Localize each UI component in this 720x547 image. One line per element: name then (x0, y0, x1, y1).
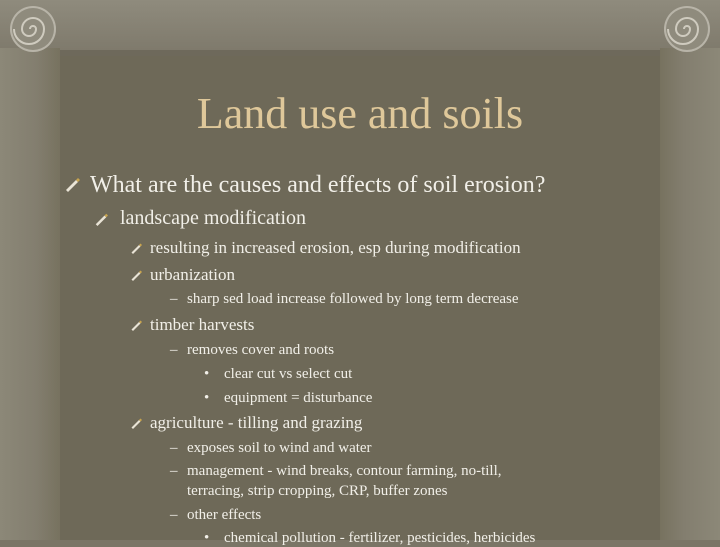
pencil-bullet-icon (130, 318, 146, 334)
bullet-text-level5: chemical pollution - fertilizer, pesticides, herbicides (224, 530, 536, 546)
dash-bullet: – (170, 463, 178, 479)
scroll-volute-icon (664, 6, 710, 52)
dash-bullet: – (170, 291, 178, 307)
dot-bullet: • (204, 390, 210, 406)
scroll-volute-icon (10, 6, 56, 52)
bullet-text-level4: exposes soil to wind and water (187, 440, 372, 456)
bullet-text-level3: urbanization (150, 265, 235, 284)
bullet-text-level4: sharp sed load increase followed by long term decrease (187, 291, 519, 307)
dot-bullet: • (204, 530, 210, 546)
bullet-text-level4-continuation: terracing, strip cropping, CRP, buffer zones (187, 483, 448, 499)
pencil-bullet-icon (64, 176, 80, 192)
pencil-bullet-icon (130, 268, 146, 284)
pencil-bullet-icon (94, 212, 110, 228)
bullet-text-level3: agriculture - tilling and grazing (150, 413, 363, 432)
bullet-text-level5: equipment = disturbance (224, 390, 373, 406)
bullet-text-level2: landscape modification (120, 207, 307, 229)
bullet-text-level4: management - wind breaks, contour farming, no-till, (187, 463, 502, 479)
pencil-bullet-icon (130, 416, 146, 432)
bullet-text-level5: clear cut vs select cut (224, 366, 353, 382)
bullet-text-level3: timber harvests (150, 315, 255, 334)
bullet-text-level4: removes cover and roots (187, 342, 335, 358)
dash-bullet: – (170, 440, 178, 456)
dash-bullet: – (170, 342, 178, 358)
slide-title: Land use and soils (196, 89, 524, 138)
dot-bullet: • (204, 366, 210, 382)
bullet-text-level1: What are the causes and effects of soil erosion? (90, 172, 546, 198)
bullet-text-level3: resulting in increased erosion, esp during modification (150, 238, 521, 257)
bullet-text-level4: other effects (187, 507, 262, 523)
pencil-bullet-icon (130, 241, 146, 257)
dash-bullet: – (170, 507, 178, 523)
column-capital (0, 0, 720, 56)
